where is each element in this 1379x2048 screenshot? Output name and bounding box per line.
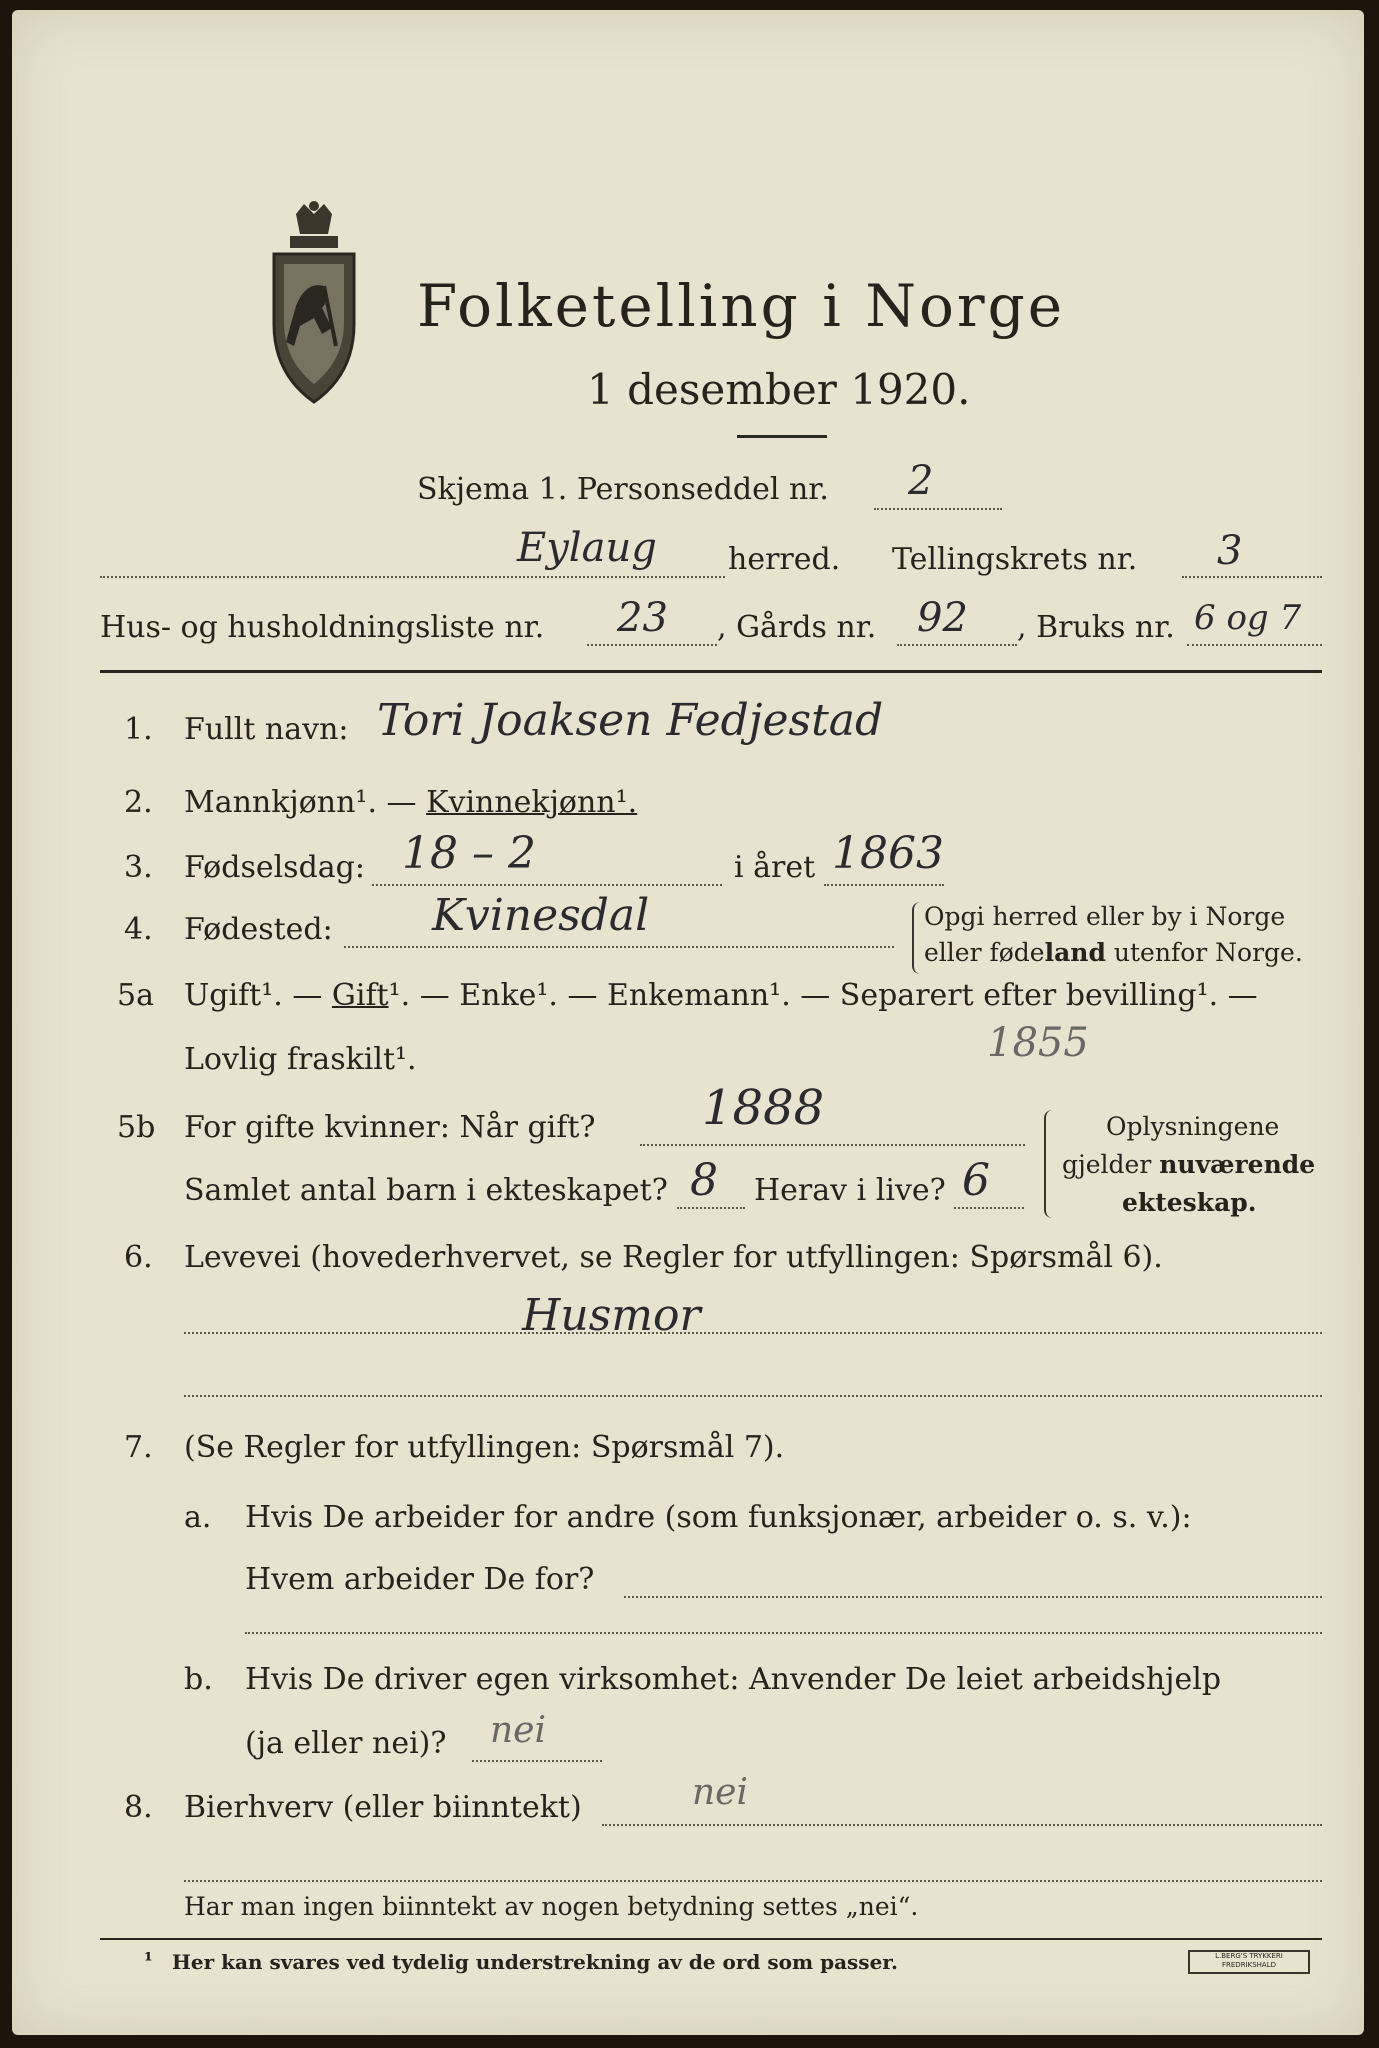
bruks-line xyxy=(1187,644,1322,646)
q5b-label1: For gifte kvinner: Når gift? xyxy=(184,1110,596,1145)
option-mannkjonn[interactable]: Mannkjønn¹. xyxy=(184,785,377,820)
footnote-mark: ¹ xyxy=(144,1948,153,1972)
skjema-label: Skjema 1. Personseddel nr. xyxy=(417,472,829,507)
birth-year-value[interactable]: 1863 xyxy=(832,828,944,879)
q3-label: Fødselsdag: xyxy=(184,850,365,885)
birthplace-value[interactable]: Kvinesdal xyxy=(432,890,650,941)
q5b-note2-a: gjelder xyxy=(1062,1150,1160,1179)
q7b-line2: (ja eller nei)? xyxy=(245,1726,447,1761)
gards-label: , Gårds nr. xyxy=(717,610,877,645)
q5b-label2: Samlet antal barn i ekteskapet? xyxy=(184,1173,668,1208)
herred-value[interactable]: Eylaug xyxy=(517,525,657,571)
occupation-line2 xyxy=(184,1395,1322,1397)
option-gift[interactable]: Gift xyxy=(331,978,389,1013)
q6-label: Levevei (hovederhvervet, se Regler for utfyllingen: Spørsmål 6). xyxy=(184,1240,1163,1275)
occupation-line1 xyxy=(184,1332,1322,1334)
q7b-line1: Hvis De driver egen virksomhet: Anvender De leiet arbeidshjelp xyxy=(245,1662,1222,1697)
children-line xyxy=(677,1207,745,1209)
employer-line2 xyxy=(245,1632,1322,1634)
q4-label: Fødested: xyxy=(184,912,333,947)
occupation-value[interactable]: Husmor xyxy=(522,1290,701,1341)
children-alive-value[interactable]: 6 xyxy=(962,1155,990,1206)
q5b-note-line2 xyxy=(1062,1150,1315,1179)
option-kvinnekjonn[interactable]: Kvinnekjønn¹. xyxy=(426,785,638,820)
printer-stamp: L.BERG'S TRYKKERI FREDRIKSHALD xyxy=(1188,1950,1310,1974)
birthplace-line xyxy=(344,946,894,948)
full-name-value[interactable]: Tori Joaksen Fedjestad xyxy=(377,695,884,746)
tellingskrets-label: Tellingskrets nr. xyxy=(892,542,1138,577)
gards-line xyxy=(897,644,1017,646)
bruks-nr[interactable]: 6 og 7 xyxy=(1194,598,1302,638)
header-divider xyxy=(100,670,1322,673)
alive-line xyxy=(954,1207,1024,1209)
q2-separator: — xyxy=(377,785,427,820)
census-date: 1 desember 1920. xyxy=(587,365,971,414)
q8-label: Bierhverv (eller biinntekt) xyxy=(184,1790,582,1825)
pencil-annotation: 1855 xyxy=(987,1020,1089,1066)
q7a-letter: a. xyxy=(184,1500,212,1535)
option-other-status[interactable]: ¹. — Enke¹. — Enkemann¹. — Separert efter bevilling¹. — xyxy=(388,978,1258,1013)
q2-sex-options xyxy=(184,785,637,820)
q6-number: 6. xyxy=(124,1240,153,1275)
coat-of-arms-icon xyxy=(266,196,362,406)
hus-label: Hus- og husholdningsliste nr. xyxy=(100,610,545,645)
footnote-divider xyxy=(100,1938,1322,1940)
option-lovlig-fraskilt[interactable]: Lovlig fraskilt¹. xyxy=(184,1042,417,1077)
footnote-text: Her kan svares ved tydelig understrekning av de ord som passer. xyxy=(172,1950,898,1974)
birthday-line xyxy=(372,884,722,886)
q7a-line1: Hvis De arbeider for andre (som funksjonær, arbeider o. s. v.): xyxy=(245,1500,1192,1535)
aaret-line xyxy=(824,884,944,886)
side-income-line1 xyxy=(602,1824,1322,1826)
q5b-note2-bold: nuværende xyxy=(1159,1150,1316,1179)
q4-number: 4. xyxy=(124,912,153,947)
q7b-letter: b. xyxy=(184,1662,213,1697)
side-income-value[interactable]: nei xyxy=(692,1772,749,1813)
q1-number: 1. xyxy=(124,712,153,747)
side-income-line2 xyxy=(184,1880,1322,1882)
personseddel-nr[interactable]: 2 xyxy=(908,458,934,504)
tellingskrets-nr[interactable]: 3 xyxy=(1217,528,1243,574)
q3-number: 3. xyxy=(124,850,153,885)
q5b-note-line3: ekteskap. xyxy=(1122,1188,1257,1217)
hired-help-value[interactable]: nei xyxy=(490,1710,547,1751)
hus-line xyxy=(587,644,717,646)
census-form-sheet xyxy=(12,10,1364,2035)
gards-nr[interactable]: 92 xyxy=(917,595,968,641)
aaret-label: i året xyxy=(734,850,816,885)
q5a-number: 5a xyxy=(117,978,154,1013)
q4-note2-c: utenfor Norge. xyxy=(1105,938,1303,967)
q5a-civil-status-options xyxy=(184,978,1258,1013)
q5b-label3: Herav i live? xyxy=(754,1173,946,1208)
q4-note-line2 xyxy=(924,938,1303,967)
hired-help-line xyxy=(472,1760,602,1762)
bruks-label: , Bruks nr. xyxy=(1017,610,1175,645)
q7-number: 7. xyxy=(124,1430,153,1465)
q5b-brace xyxy=(1044,1110,1056,1218)
form-title: Folketelling i Norge xyxy=(417,272,1066,340)
q5b-note-line1: Oplysningene xyxy=(1106,1112,1280,1141)
employer-line1 xyxy=(624,1596,1322,1598)
marriage-year-line xyxy=(640,1144,1025,1146)
children-total-value[interactable]: 8 xyxy=(690,1155,718,1206)
herred-label: herred. xyxy=(728,542,841,577)
tellingskrets-line xyxy=(1182,576,1322,578)
title-divider xyxy=(737,435,827,438)
personseddel-line xyxy=(874,508,1002,510)
q1-label: Fullt navn: xyxy=(184,712,349,747)
q4-brace xyxy=(912,902,922,974)
q4-note2-bold: land xyxy=(1044,938,1106,967)
q5b-number: 5b xyxy=(117,1110,156,1145)
option-ugift[interactable]: Ugift¹. — xyxy=(184,978,332,1013)
q4-note2-a: eller føde xyxy=(924,938,1045,967)
q4-note-line1: Opgi herred eller by i Norge xyxy=(924,902,1286,931)
q8-note: Har man ingen biinntekt av nogen betydning settes „nei“. xyxy=(184,1892,919,1921)
herred-line xyxy=(100,576,725,578)
q7a-line2: Hvem arbeider De for? xyxy=(245,1562,595,1597)
birthday-value[interactable]: 18 – 2 xyxy=(402,828,536,879)
hus-nr[interactable]: 23 xyxy=(617,595,668,641)
q2-number: 2. xyxy=(124,785,153,820)
q8-number: 8. xyxy=(124,1790,153,1825)
marriage-year-value[interactable]: 1888 xyxy=(702,1080,825,1136)
q7-label: (Se Regler for utfyllingen: Spørsmål 7). xyxy=(184,1430,785,1465)
